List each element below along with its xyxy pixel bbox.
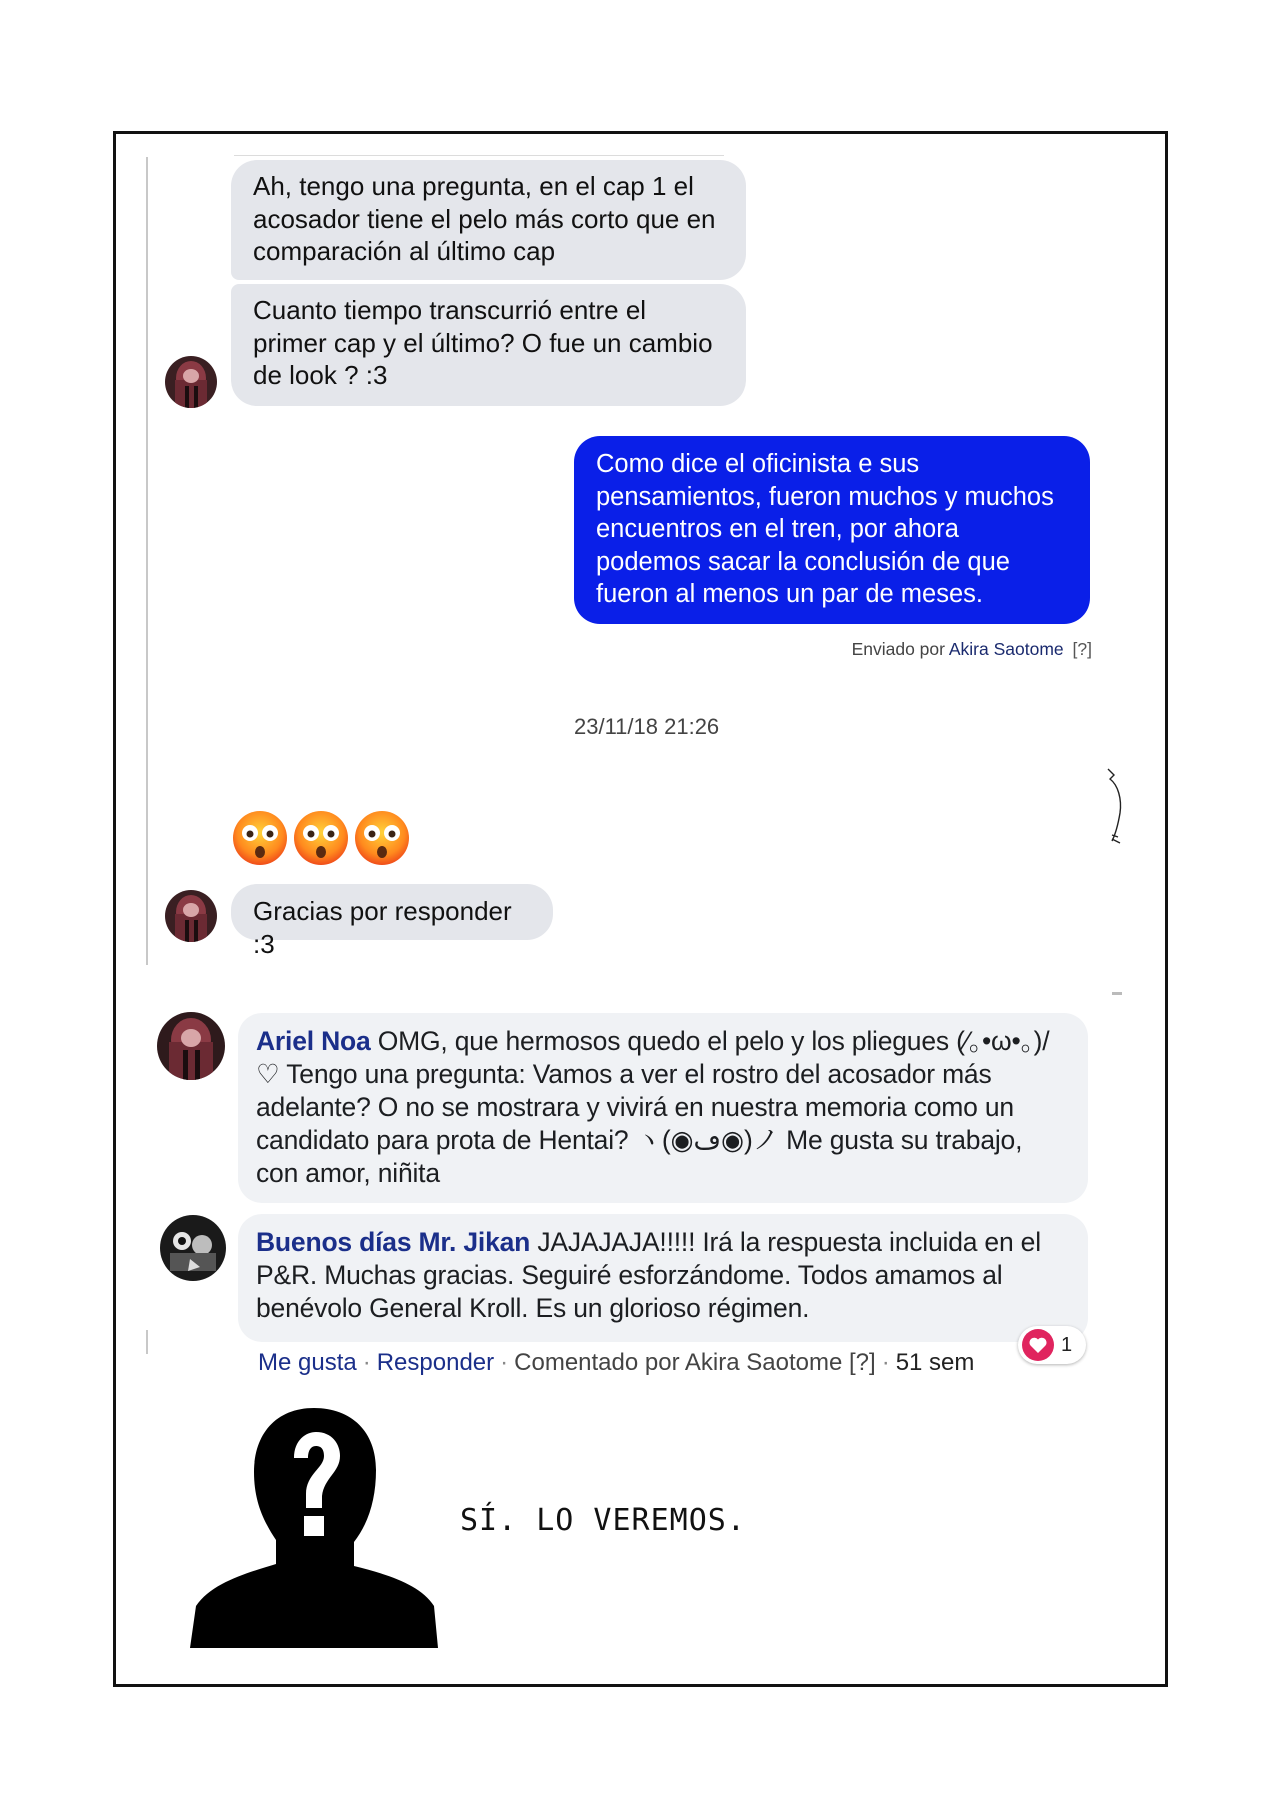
comment-text: OMG, que hermosos quedo el pelo y los pliegues (⁄｡•ω•｡)/♡ Tengo una pregunta: Vamos a ver el rostro del acosador más adelante? O no se mostrara y vivirá en nuestra memoria como un candidato para prota de Hentai? ヽ(◉ڡ◉)ノ Me gusta su trabajo, con amor, niñita (256, 1026, 1050, 1188)
flushed-face-icon (232, 810, 288, 866)
emoji-message (232, 810, 410, 866)
decorative-mark (1112, 992, 1122, 995)
reply-link[interactable]: Responder (376, 1349, 495, 1376)
incoming-message: Gracias por responder :3 (231, 884, 553, 940)
reaction-count: 1 (1061, 1333, 1073, 1356)
like-link[interactable]: Me gusta (258, 1349, 357, 1376)
comment-author-link[interactable]: Ariel Noa (256, 1026, 371, 1056)
incoming-message: Cuanto tiempo transcurrió entre el primer cap y el último? O fue un cambio de look ? :3 (231, 284, 746, 406)
help-link[interactable]: [?] (849, 1349, 876, 1376)
thread-line (146, 157, 148, 965)
comment (238, 1013, 1088, 1203)
commented-by-label: Comentado por Akira Saotome (514, 1349, 843, 1376)
incoming-message: Ah, tengo una pregunta, en el cap 1 el acosador tiene el pelo más corto que en comparación al último cap (231, 160, 746, 280)
message-timestamp: 23/11/18 21:26 (574, 714, 720, 739)
sent-by-label: Enviado por Akira Saotome [?] (851, 639, 1092, 659)
flushed-face-icon (354, 810, 410, 866)
sender-name-link[interactable]: Akira Saotome (948, 639, 1064, 659)
divider (234, 155, 724, 156)
help-link[interactable]: [?] (1072, 639, 1092, 659)
flushed-face-icon (293, 810, 349, 866)
reaction-badge[interactable] (1018, 1326, 1086, 1364)
mystery-person-silhouette (190, 1400, 438, 1648)
manga-caption: SÍ. LO VEREMOS. (460, 1503, 746, 1538)
comment-text: JAJAJAJA!!!!! Irá la respuesta incluida en el P&R. Muchas gracias. Seguiré esforzándome. Todos amamos al benévolo General Kroll. Es un glorioso régimen. (256, 1227, 1041, 1323)
comment-actions: Me gusta · Responder · Comentado por Akira Saotome [?] · 51 sem (258, 1349, 975, 1376)
thread-line (146, 1330, 148, 1354)
heart-icon (1021, 1328, 1055, 1362)
decorative-scribble (1104, 765, 1128, 845)
outgoing-message: Como dice el oficinista e sus pensamientos, fueron muchos y muchos encuentros en el tren, por ahora podemos sacar la conclusión de que fueron al menos un par de meses. (574, 436, 1090, 624)
user-avatar[interactable] (165, 890, 217, 942)
user-avatar[interactable] (165, 356, 217, 408)
commenter-avatar[interactable] (157, 1012, 225, 1080)
comment-age[interactable]: 51 sem (895, 1349, 975, 1376)
comment (238, 1214, 1088, 1342)
commenter-avatar[interactable] (160, 1215, 226, 1281)
comment-author-link[interactable]: Buenos días Mr. Jikan (256, 1227, 531, 1257)
